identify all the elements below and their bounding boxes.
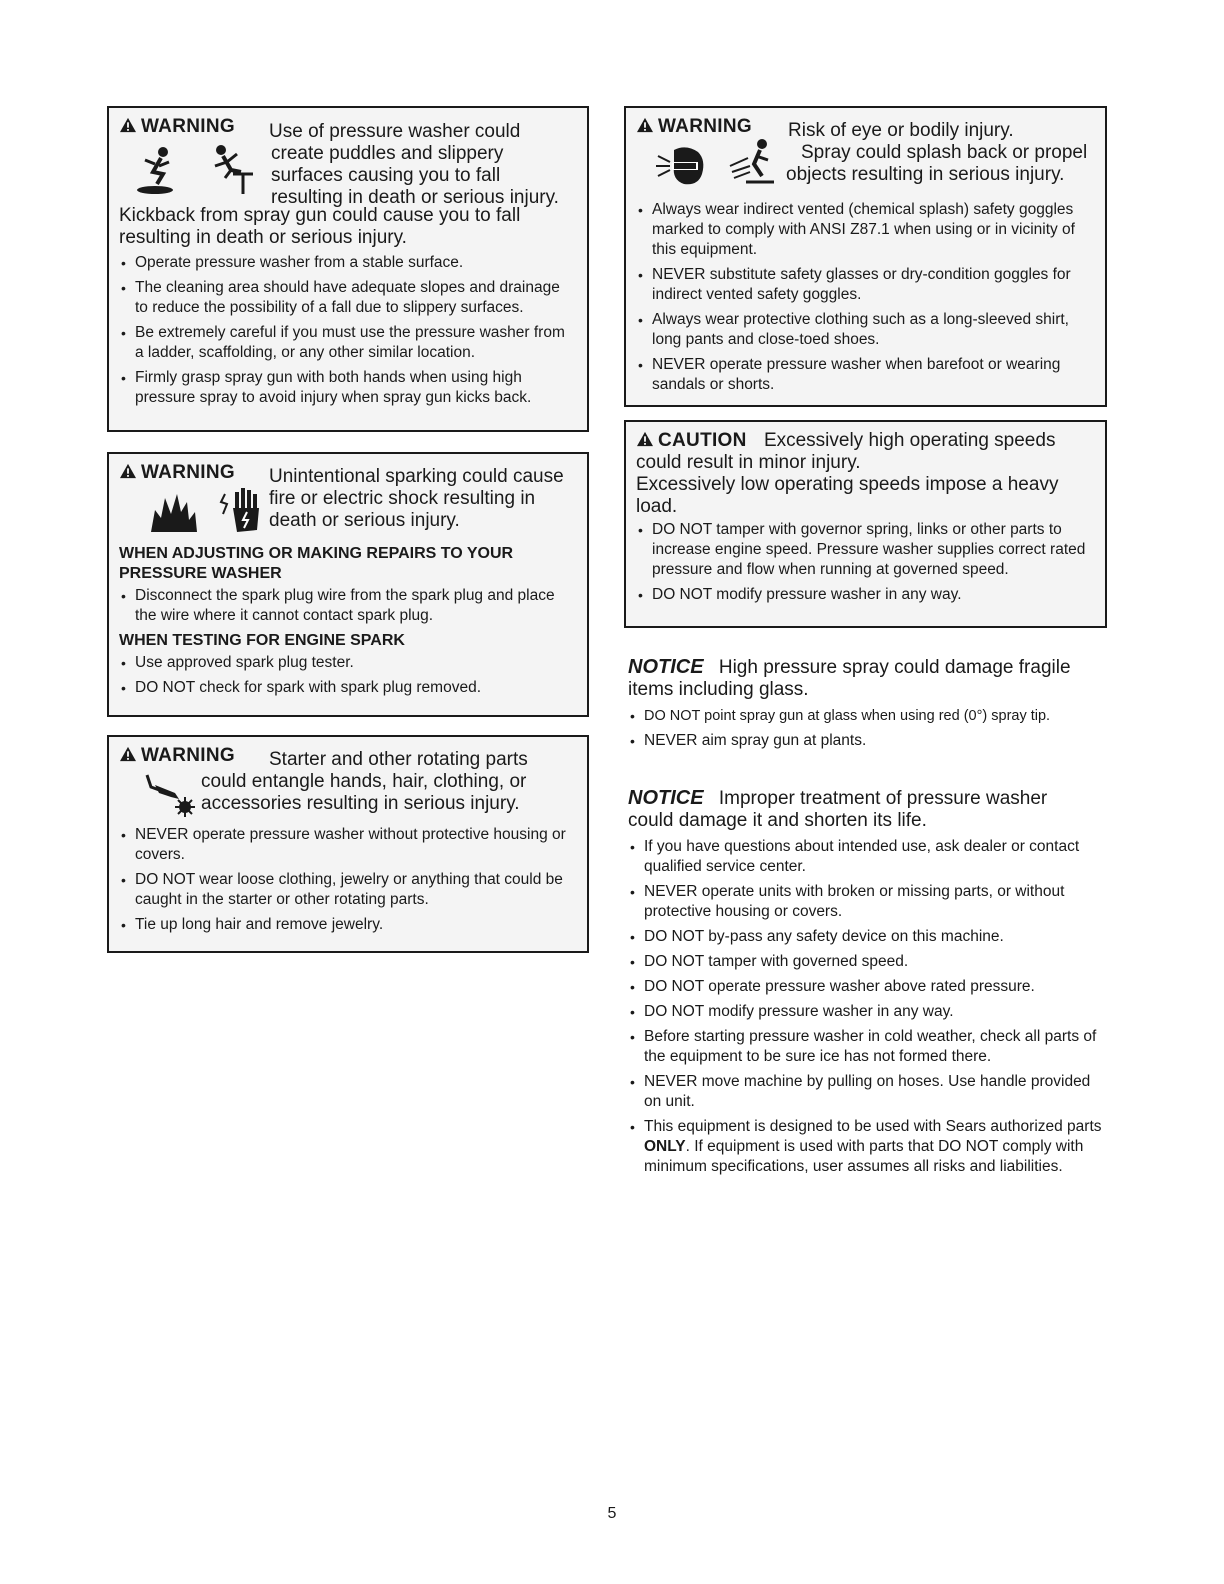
- eye-injury-icon: [656, 144, 710, 188]
- warning-triangle-icon: [119, 117, 137, 133]
- headline-line: Unintentional sparking could cause: [269, 466, 564, 487]
- notice-title: NOTICE: [628, 656, 704, 678]
- warning-signal: WARNING: [119, 462, 235, 484]
- list-item: • Always wear protective clothing such as a long-sleeved shirt, long pants and close-toed shoes.: [636, 310, 1095, 350]
- notice-fragile-items: [628, 656, 1108, 756]
- bullet-list: [119, 825, 577, 935]
- list-item: • NEVER substitute safety glasses or dry-condition goggles for indirect vented safety goggles.: [636, 265, 1095, 305]
- warning-signal: WARNING: [119, 745, 235, 767]
- list-item: • Operate pressure washer from a stable surface.: [119, 253, 577, 273]
- fire-icon: [149, 490, 199, 534]
- section-subheading: WHEN ADJUSTING OR MAKING REPAIRS TO YOUR PRESSURE WASHER: [119, 545, 514, 582]
- headline-line: accessories resulting in serious injury.: [201, 793, 520, 814]
- warning-signal: WARNING: [636, 116, 752, 138]
- bullet-list: [119, 586, 577, 626]
- list-item: • Disconnect the spark plug wire from the spark plug and place the wire where it cannot contact spark plug.: [119, 586, 577, 626]
- warning-box-rotating-parts: [107, 735, 589, 953]
- body-text-line: Excessively low operating speeds impose a heavy: [636, 474, 1059, 495]
- list-item: • NEVER aim spray gun at plants.: [628, 731, 1108, 751]
- list-item: • DO NOT modify pressure washer in any way.: [636, 585, 1095, 605]
- list-item: • DO NOT modify pressure washer in any way.: [628, 1002, 1108, 1022]
- list-item: • NEVER operate pressure washer without protective housing or covers.: [119, 825, 577, 865]
- list-item: • The cleaning area should have adequate slopes and drainage to reduce the possibility of a fall due to slippery surfaces.: [119, 278, 577, 318]
- notice-headline: Improper treatment of pressure washer: [718, 788, 1048, 809]
- list-item: • DO NOT by-pass any safety device on this machine.: [628, 927, 1108, 947]
- body-text-line: load.: [636, 496, 678, 517]
- caution-box-engine-speed: [624, 420, 1107, 628]
- falling-person-icon: [207, 142, 259, 198]
- bullet-list: [628, 837, 1108, 1177]
- headline-line: death or serious injury.: [269, 510, 460, 531]
- headline-text: Excessively high operating speeds: [763, 430, 1056, 451]
- headline-line: fire or electric shock resulting in: [269, 488, 536, 509]
- notice-headline: High pressure spray could damage fragile: [718, 657, 1071, 678]
- bullet-list: [119, 253, 577, 408]
- list-item: • DO NOT point spray gun at glass when using red (0°) spray tip.: [628, 706, 1108, 726]
- list-item: • DO NOT wear loose clothing, jewelry or anything that could be caught in the starter or other rotating parts.: [119, 870, 577, 910]
- electric-shock-icon: [217, 486, 263, 534]
- headline-line: Risk of eye or bodily injury.: [788, 120, 1014, 141]
- headline-line: Use of pressure washer could: [269, 121, 521, 142]
- headline-line: could entangle hands, hair, clothing, or: [201, 771, 527, 792]
- warning-signal: WARNING: [119, 116, 235, 137]
- list-item: • If you have questions about intended use, ask dealer or contact qualified service center.: [628, 837, 1108, 877]
- list-item: • NEVER operate units with broken or missing parts, or without protective housing or covers.: [628, 882, 1108, 922]
- list-item: • DO NOT check for spark with spark plug removed.: [119, 678, 577, 698]
- entanglement-icon: [145, 771, 199, 817]
- headline-line: Spray could splash back or propel: [801, 142, 1088, 163]
- list-item: • DO NOT tamper with governed speed.: [628, 952, 1108, 972]
- list-item: • This equipment is designed to be used with Sears authorized parts ONLY. If equipment is used with parts that DO NOT comply with minimum specifications, user assumes all risks and liabilities.: [628, 1117, 1108, 1177]
- headline-line: Starter and other rotating parts: [269, 749, 528, 770]
- bullet-list: [636, 520, 1095, 605]
- warning-box-slip-fall: [107, 106, 589, 432]
- list-item: • DO NOT tamper with governor spring, links or other parts to increase engine speed. Pressure washer supplies correct rated pressure and flow when running at governed speed.: [636, 520, 1095, 580]
- caution-headline: [636, 430, 1095, 452]
- list-item: • NEVER move machine by pulling on hoses. Use handle provided on unit.: [628, 1072, 1108, 1112]
- list-item: • Tie up long hair and remove jewelry.: [119, 915, 577, 935]
- list-item: • Be extremely careful if you must use the pressure washer from a ladder, scaffolding, or any other similar location.: [119, 323, 577, 363]
- notice-headline-line: items including glass.: [628, 679, 809, 700]
- headline-line: surfaces causing you to fall: [271, 165, 501, 186]
- page-number: 5: [607, 1505, 617, 1522]
- splash-back-icon: [728, 136, 780, 188]
- list-item: • Always wear indirect vented (chemical splash) safety goggles marked to comply with ANSI Z87.1 when using or in vicinity of this equipment.: [636, 200, 1095, 260]
- list-item: • DO NOT operate pressure washer above rated pressure.: [628, 977, 1108, 997]
- warning-box-eye-injury: [624, 106, 1107, 407]
- warning-triangle-icon: [119, 463, 137, 479]
- section-subheading: WHEN TESTING FOR ENGINE SPARK: [119, 632, 405, 649]
- bullet-list: [628, 706, 1108, 751]
- list-item: • NEVER operate pressure washer when barefoot or wearing sandals or shorts.: [636, 355, 1095, 395]
- body-text-line: resulting in death or serious injury.: [119, 227, 407, 248]
- notice-headline-line: could damage it and shorten its life.: [628, 810, 927, 831]
- warning-box-sparking: [107, 452, 589, 717]
- caution-signal: CAUTION: [636, 430, 747, 451]
- notice-title: NOTICE: [628, 787, 704, 809]
- bullet-list: [636, 200, 1095, 395]
- body-text-line: Kickback from spray gun could cause you to fall: [119, 205, 521, 226]
- notice-improper-treatment: [628, 787, 1108, 1182]
- list-item: • Firmly grasp spray gun with both hands when using high pressure spray to avoid injury when spray gun kicks back.: [119, 368, 577, 408]
- headline-line: resulting in death or serious injury.: [271, 187, 559, 208]
- warning-triangle-icon: [636, 431, 654, 447]
- body-text-line: could result in minor injury.: [636, 452, 861, 473]
- headline-line: objects resulting in serious injury.: [786, 164, 1065, 185]
- list-item: • Use approved spark plug tester.: [119, 653, 577, 673]
- warning-triangle-icon: [636, 117, 654, 133]
- bullet-list: [119, 653, 577, 698]
- headline-line: create puddles and slippery: [271, 143, 504, 164]
- slip-fall-icon: [133, 144, 185, 196]
- list-item: • Before starting pressure washer in cold weather, check all parts of the equipment to be sure ice has not formed there.: [628, 1027, 1108, 1067]
- warning-triangle-icon: [119, 746, 137, 762]
